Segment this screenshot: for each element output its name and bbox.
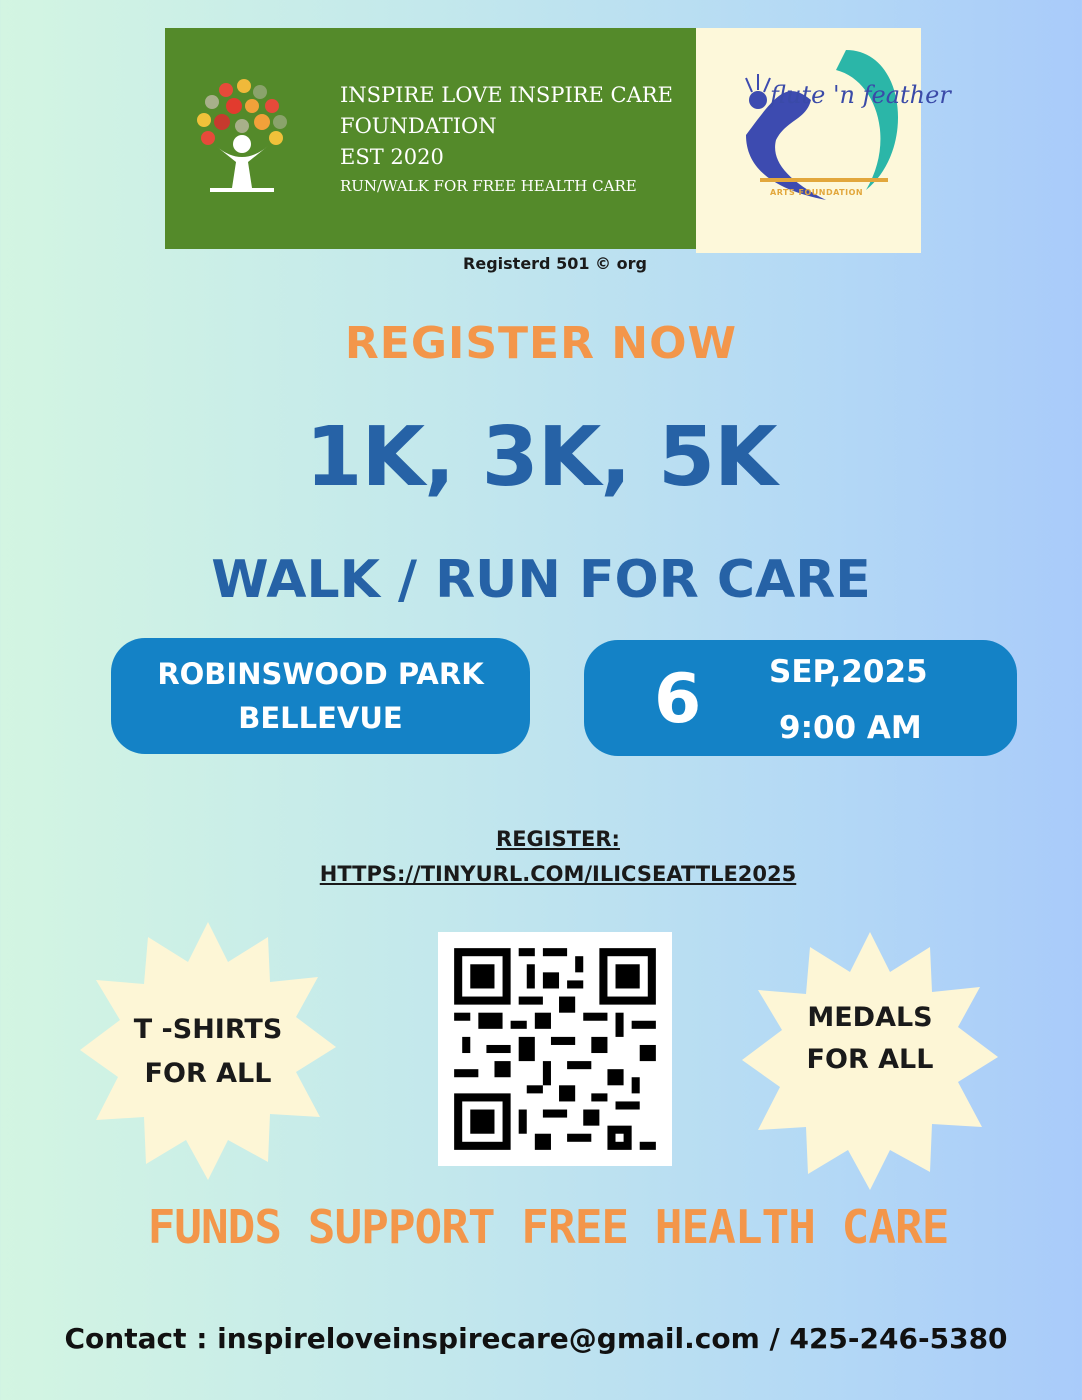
tshirts-line2: FOR ALL [144, 1058, 272, 1089]
registered-501-label: Registerd 501 © org [463, 254, 647, 273]
register-url-link[interactable]: HTTPS://TINYURL.COM/ILICSEATTLE2025 [319, 862, 797, 886]
org-name-line1: INSPIRE LOVE INSPIRE CARE [340, 83, 673, 107]
contact-info: Contact : inspireloveinspirecare@gmail.com / 425-246-5380 [64, 1322, 1008, 1355]
heart-tree-logo [186, 76, 298, 198]
event-month-year: SEP,2025 [769, 654, 928, 690]
event-day: 6 [654, 660, 702, 739]
registration-block [0, 822, 1082, 892]
medals-line1: MEDALS [807, 1002, 933, 1033]
org-est: EST 2020 [340, 145, 444, 169]
tshirts-badge [78, 922, 338, 1182]
foundation-info [340, 80, 673, 199]
register-label: REGISTER: [496, 827, 620, 851]
race-distances: 1K, 3K, 5K [305, 410, 777, 505]
register-now-heading: REGISTER NOW [344, 318, 738, 369]
location-park: ROBINSWOOD PARK [157, 657, 484, 691]
location-city: BELLEVUE [238, 701, 403, 735]
event-time: 9:00 AM [779, 710, 922, 746]
qr-code[interactable] [438, 932, 672, 1166]
medals-badge [740, 932, 1000, 1192]
medals-line2: FOR ALL [806, 1044, 934, 1075]
org-tagline: RUN/WALK FOR FREE HEALTH CARE [340, 177, 637, 195]
date-pill [584, 640, 1017, 756]
event-title: WALK / RUN FOR CARE [211, 550, 871, 610]
funds-tagline: FUNDS SUPPORT FREE HEALTH CARE [147, 1200, 949, 1254]
partner-logo-text: flute 'n feather [770, 81, 951, 109]
partner-sub-label: ARTS FOUNDATION [770, 188, 864, 197]
org-name-line2: FOUNDATION [340, 114, 497, 138]
tshirts-line1: T -SHIRTS [133, 1014, 283, 1045]
location-pill [111, 638, 530, 754]
partner-logo-underline [760, 178, 888, 182]
